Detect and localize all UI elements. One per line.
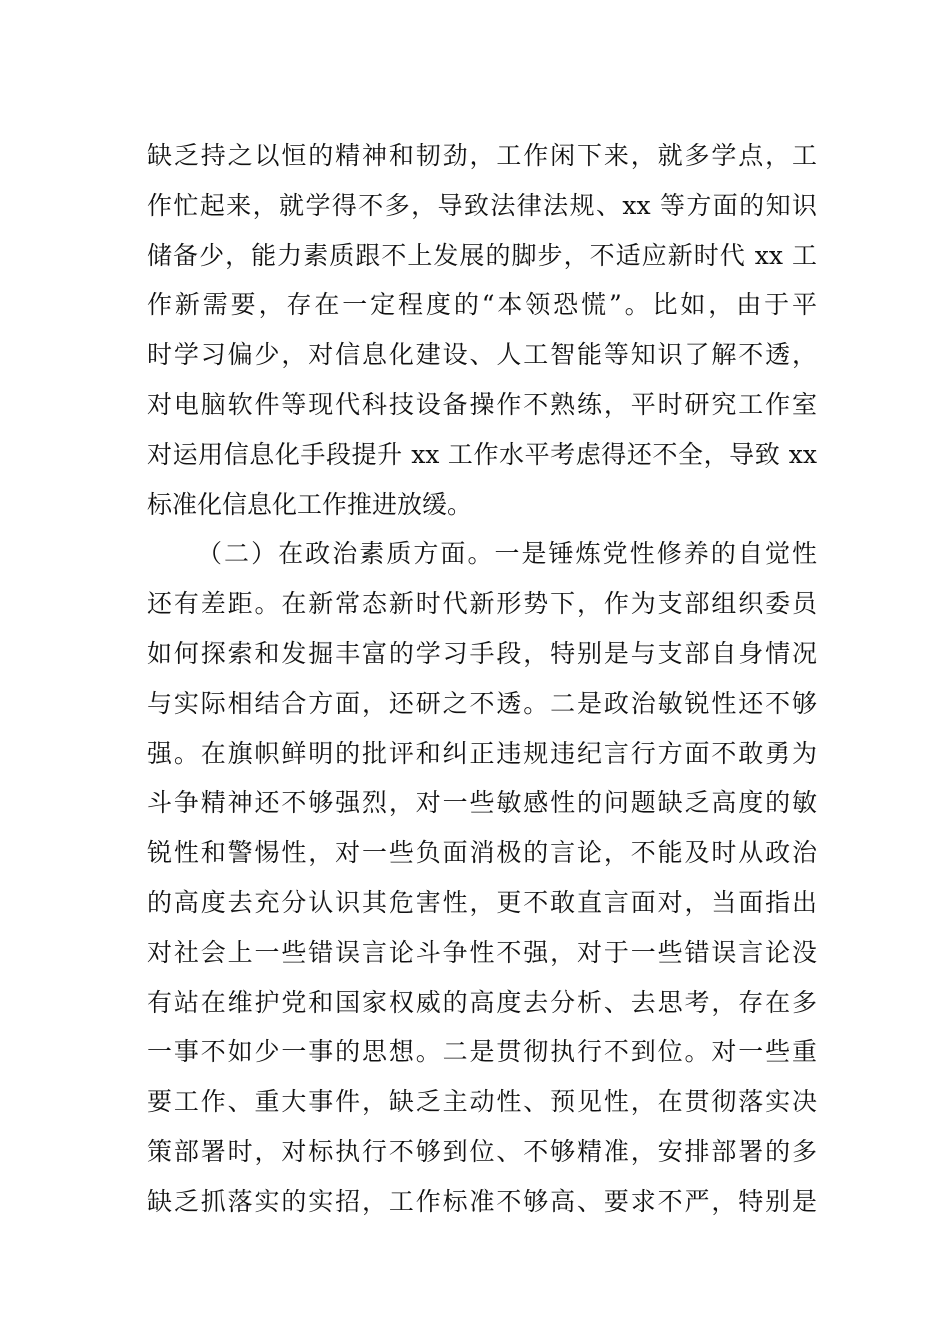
text-line: 要工作、重大事件，缺乏主动性、预见性，在贯彻落实决 <box>147 1087 817 1117</box>
text-line: 时学习偏少，对信息化建设、人工智能等知识了解不透， <box>147 340 817 370</box>
text-line: 策部署时，对标执行不够到位、不够精准，安排部署的多 <box>147 1136 817 1166</box>
text-line: 锐性和警惕性，对一些负面消极的言论，不能及时从政治 <box>147 838 817 868</box>
text-line: 对电脑软件等现代科技设备操作不熟练，平时研究工作室 <box>147 389 817 419</box>
text-line: 作忙起来，就学得不多，导致法律法规、xx 等方面的知识 <box>147 190 817 220</box>
text-line: 一事不如少一事的思想。二是贯彻执行不到位。对一些重 <box>147 1037 817 1067</box>
text-line: 对社会上一些错误言论斗争性不强，对于一些错误言论没 <box>147 937 817 967</box>
text-line: 标准化信息化工作推进放缓。 <box>147 489 473 519</box>
text-line: 还有差距。在新常态新时代新形势下，作为支部组织委员 <box>147 589 817 619</box>
text-line: 有站在维护党和国家权威的高度去分析、去思考，存在多 <box>147 987 817 1017</box>
text-line: 对运用信息化手段提升 xx 工作水平考虑得还不全，导致 xx <box>147 439 817 469</box>
text-line: 的高度去充分认识其危害性，更不敢直言面对，当面指出 <box>147 887 817 917</box>
text-line: 缺乏抓落实的实招，工作标准不够高、要求不严，特别是 <box>147 1186 817 1216</box>
paragraph-start-line: （二）在政治素质方面。一是锤炼党性修养的自觉性 <box>197 539 817 569</box>
text-line: 储备少，能力素质跟不上发展的脚步，不适应新时代 xx 工 <box>147 240 817 270</box>
text-line: 如何探索和发掘丰富的学习手段，特别是与支部自身情况 <box>147 638 817 668</box>
text-line: 缺乏持之以恒的精神和韧劲，工作闲下来，就多学点，工 <box>147 141 817 170</box>
text-line: 与实际相结合方面，还研之不透。二是政治敏锐性还不够 <box>147 688 817 718</box>
text-line: 作新需要，存在一定程度的“本领恐慌”。比如，由于平 <box>147 290 817 320</box>
text-line: 强。在旗帜鲜明的批评和纠正违规违纪言行方面不敢勇为 <box>147 738 817 768</box>
body-text <box>147 131 817 1227</box>
text-line: 斗争精神还不够强烈，对一些敏感性的问题缺乏高度的敏 <box>147 788 817 818</box>
